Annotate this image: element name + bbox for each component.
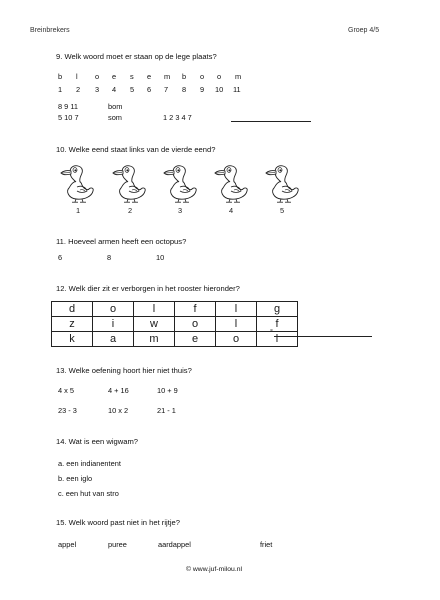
- grid-cell: f: [257, 317, 298, 332]
- grid-cell: l: [216, 302, 257, 317]
- duck-1-label: 1: [75, 206, 81, 215]
- q9-number: 7: [164, 85, 169, 94]
- duck-3-label: 3: [177, 206, 183, 215]
- page-header-left: Breinbrekers: [30, 27, 70, 34]
- grid-cell: d: [52, 302, 93, 317]
- q9-number: 11: [233, 85, 241, 94]
- q11-option[interactable]: 10: [156, 253, 165, 262]
- grid-row: [52, 302, 298, 317]
- q9-letter: b: [182, 72, 187, 81]
- q15-option[interactable]: aardappel: [158, 540, 191, 549]
- grid-cell: z: [52, 317, 93, 332]
- grid-cell: a: [93, 332, 134, 347]
- q9-number: 6: [147, 85, 152, 94]
- duck-3-image: [159, 163, 199, 203]
- q14-option-a[interactable]: a. een indianentent: [58, 459, 121, 468]
- question-10-title: 10. Welke eend staat links van de vierde eend?: [56, 145, 216, 154]
- question-9-title: 9. Welk woord moet er staan op de lege plaats?: [56, 52, 217, 61]
- q9-row1-word: bom: [108, 102, 123, 111]
- q9-letter: l: [76, 72, 78, 81]
- q9-number: 9: [200, 85, 205, 94]
- q13-option[interactable]: 23 - 3: [58, 406, 77, 415]
- question-15-title: 15. Welk woord past niet in het rijtje?: [56, 518, 180, 527]
- q15-option[interactable]: puree: [108, 540, 127, 549]
- q9-letter: s: [130, 72, 134, 81]
- q9-number: 2: [76, 85, 81, 94]
- q9-number: 4: [112, 85, 117, 94]
- q13-option[interactable]: 10 + 9: [157, 386, 178, 395]
- duck-2-image: [108, 163, 148, 203]
- q9-letter: o: [200, 72, 205, 81]
- q15-option[interactable]: friet: [260, 540, 273, 549]
- grid-cell: k: [52, 332, 93, 347]
- q14-option-c[interactable]: c. een hut van stro: [58, 489, 119, 498]
- grid-cell: l: [257, 332, 298, 347]
- q9-row2-code: 5 10 7: [58, 113, 79, 122]
- question-12-title: 12. Welk dier zit er verborgen in het rooster hieronder?: [56, 284, 240, 293]
- grid-cell: i: [93, 317, 134, 332]
- q9-letter: e: [112, 72, 117, 81]
- q9-number: 1: [58, 85, 63, 94]
- q15-option[interactable]: appel: [58, 540, 77, 549]
- letter-grid: [51, 301, 298, 347]
- grid-cell: e: [175, 332, 216, 347]
- q9-row2-code2: 1 2 3 4 7: [163, 113, 192, 122]
- duck-1-image: [56, 163, 96, 203]
- q9-row2-word: som: [108, 113, 122, 122]
- q12-answer-line[interactable]: [274, 336, 372, 337]
- grid-cell: o: [175, 317, 216, 332]
- q9-letter: e: [147, 72, 152, 81]
- question-13-title: 13. Welke oefening hoort hier niet thuis?: [56, 366, 192, 375]
- grid-cell: f: [175, 302, 216, 317]
- grid-row: [52, 317, 298, 332]
- grid-cell: m: [134, 332, 175, 347]
- grid-cell: o: [93, 302, 134, 317]
- duck-5-image: [261, 163, 301, 203]
- q9-number: 5: [130, 85, 135, 94]
- q9-row1-code: 8 9 11: [58, 102, 78, 111]
- q9-answer-line[interactable]: [231, 121, 311, 122]
- q9-letter: o: [95, 72, 100, 81]
- q9-number: 8: [182, 85, 187, 94]
- question-14-title: 14. Wat is een wigwam?: [56, 437, 139, 446]
- q14-option-b[interactable]: b. een iglo: [58, 474, 93, 483]
- q11-option[interactable]: 6: [58, 253, 63, 262]
- grid-cell: l: [134, 302, 175, 317]
- grid-cell: l: [216, 317, 257, 332]
- q13-option[interactable]: 4 + 16: [108, 386, 129, 395]
- q9-number: 10: [215, 85, 224, 94]
- page-footer: © www.juf-milou.nl: [186, 566, 242, 573]
- q11-option[interactable]: 8: [107, 253, 112, 262]
- page-header-right: Groep 4/5: [348, 27, 380, 34]
- grid-cell: o: [216, 332, 257, 347]
- q13-option[interactable]: 21 - 1: [157, 406, 176, 415]
- q9-letter: m: [164, 72, 171, 81]
- q12-answer-marker: °: [270, 327, 273, 336]
- q13-option[interactable]: 10 x 2: [108, 406, 129, 415]
- grid-cell: w: [134, 317, 175, 332]
- q13-option[interactable]: 4 x 5: [58, 386, 75, 395]
- duck-5-label: 5: [279, 206, 285, 215]
- q9-letter: o: [217, 72, 222, 81]
- question-11-title: 11. Hoeveel armen heeft een octopus?: [56, 237, 187, 246]
- grid-row: [52, 332, 298, 347]
- grid-cell: g: [257, 302, 298, 317]
- q9-letter: m: [235, 72, 242, 81]
- duck-2-label: 2: [127, 206, 133, 215]
- q9-letter: b: [58, 72, 63, 81]
- q9-number: 3: [95, 85, 100, 94]
- duck-4-image: [210, 163, 250, 203]
- duck-4-label: 4: [228, 206, 234, 215]
